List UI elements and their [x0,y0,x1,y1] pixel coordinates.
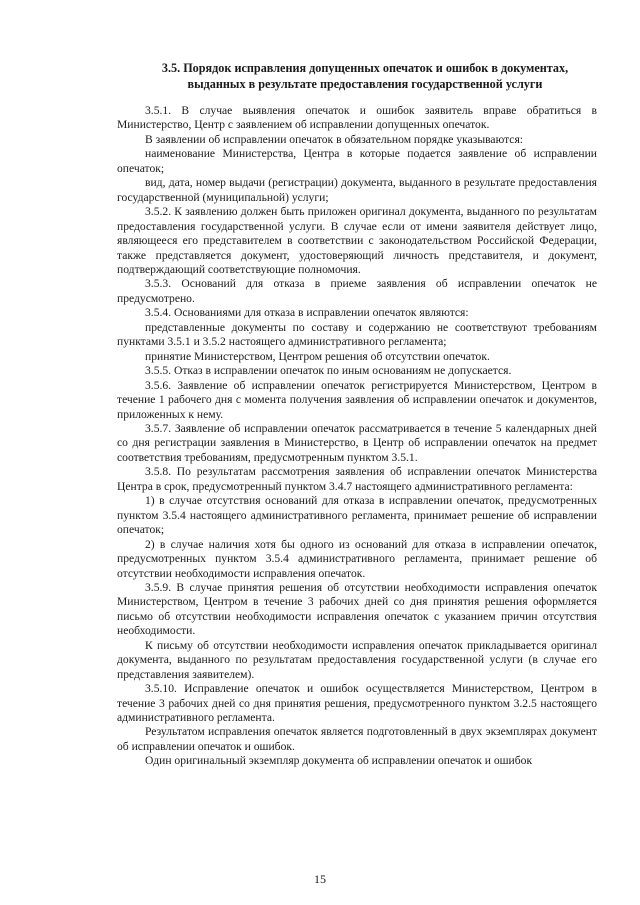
paragraph-3-5-3: 3.5.3. Оснований для отказа в приеме заявления об исправлении опечаток не предусмотрено. [117,277,597,305]
paragraph-original-copy: Один оригинальный экземпляр документа об исправлении опечаток и ошибок [145,754,533,768]
paragraph-decision-refuse: 2) в случае наличия хотя бы одного из оснований для отказа в исправлении опечаток, предусмотренных пунктом 3.5.4 административного регламента, принимает решение об отсутствии необходимости исправления опечаток. [117,537,597,580]
document-body [117,104,597,769]
section-title-line-2: выданных в результате предоставления государственной услуги [187,77,543,91]
paragraph-3-5-5: 3.5.5. Отказ в исправлении опечаток по иным основаниям не допускается. [145,364,512,378]
paragraph-decision-correct: 1) в случае отсутствия оснований для отказа в исправлении опечаток, предусмотренных пунктом 3.5.4 настоящего административного регламента, принимает решение об исправлении опечаток; [117,494,597,537]
paragraph-documents-mismatch: представленные документы по составу и содержанию не соответствуют требованиям пунктами 3.5.1 и 3.5.2 настоящего административного регламента; [117,320,597,349]
paragraph-3-5-2: 3.5.2. К заявлению должен быть приложен оригинал документа, выданного по результатам предоставления государственной услуги. В случае если от имени заявителя действует лицо, являющееся его представителем в соответствии с законодательством Российской Федерации, также представляется документ, удостоверяющий личность представителя, и документ, подтверждающий соответствующие полномочия. [117,205,597,276]
paragraph-application-contents: В заявлении об исправлении опечаток в обязательном порядке указываются: [145,132,523,146]
paragraph-3-5-4: 3.5.4. Основаниями для отказа в исправлении опечаток являются: [145,306,469,320]
paragraph-result: Результатом исправления опечаток является подготовленный в двух экземплярах документ об исправлении опечаток и ошибок. [117,725,597,753]
section-title [130,60,600,92]
paragraph-3-5-9: 3.5.9. В случае принятия решения об отсутствии необходимости исправления опечаток Министерством, Центром в течение 3 рабочих дней со дня принятия решения оформляется письмо об отсутствии необходимости исправления опечаток с указанием причин отсутствия необходимости. [117,580,597,638]
paragraph-document-details: вид, дата, номер выдачи (регистрации) документа, выданного в результате предоставления государственной (муниципальной) услуги; [117,176,597,204]
paragraph-3-5-1: 3.5.1. В случае выявления опечаток и ошибок заявитель вправе обратиться в Министерство, Центр с заявлением об исправлении допущенных опечаток. [117,104,597,132]
paragraph-3-5-6: 3.5.6. Заявление об исправлении опечаток регистрируется Министерством, Центром в течение 1 рабочего дня с момента получения заявления об исправлении опечаток и документов, приложенных к нему. [117,378,597,421]
paragraph-3-5-10: 3.5.10. Исправление опечаток и ошибок осуществляется Министерством, Центром в течение 3 рабочих дней со дня принятия решения, предусмотренного пунктом 3.2.5 настоящего административного регламента. [117,682,597,725]
page-number: 15 [314,872,326,886]
section-title-line-1: 3.5. Порядок исправления допущенных опечаток и ошибок в документах, [161,61,569,75]
paragraph-3-5-8: 3.5.8. По результатам рассмотрения заявления об исправлении опечаток Министерства Центра в срок, предусмотренный пунктом 3.4.7 настоящего административного регламента: [117,465,597,493]
paragraph-no-typos-decision: принятие Министерством, Центром решения об отсутствии опечаток. [145,349,490,363]
paragraph-3-5-7: 3.5.7. Заявление об исправлении опечаток рассматривается в течение 5 календарных дней со дня регистрации заявления в Министерство, в Центр об исправлении опечаток на предмет соответствия требованиям, предусмотренным пунктом 3.5.1. [117,421,597,464]
paragraph-ministry-name: наименование Министерства, Центра в которые подается заявление об исправлении опечаток; [117,147,597,175]
paragraph-letter-attachment: К письму об отсутствии необходимости исправления опечаток прикладывается оригинал документа, выданного по результатам предоставления государственной услуги (в случае его представления заявителем). [117,638,597,681]
